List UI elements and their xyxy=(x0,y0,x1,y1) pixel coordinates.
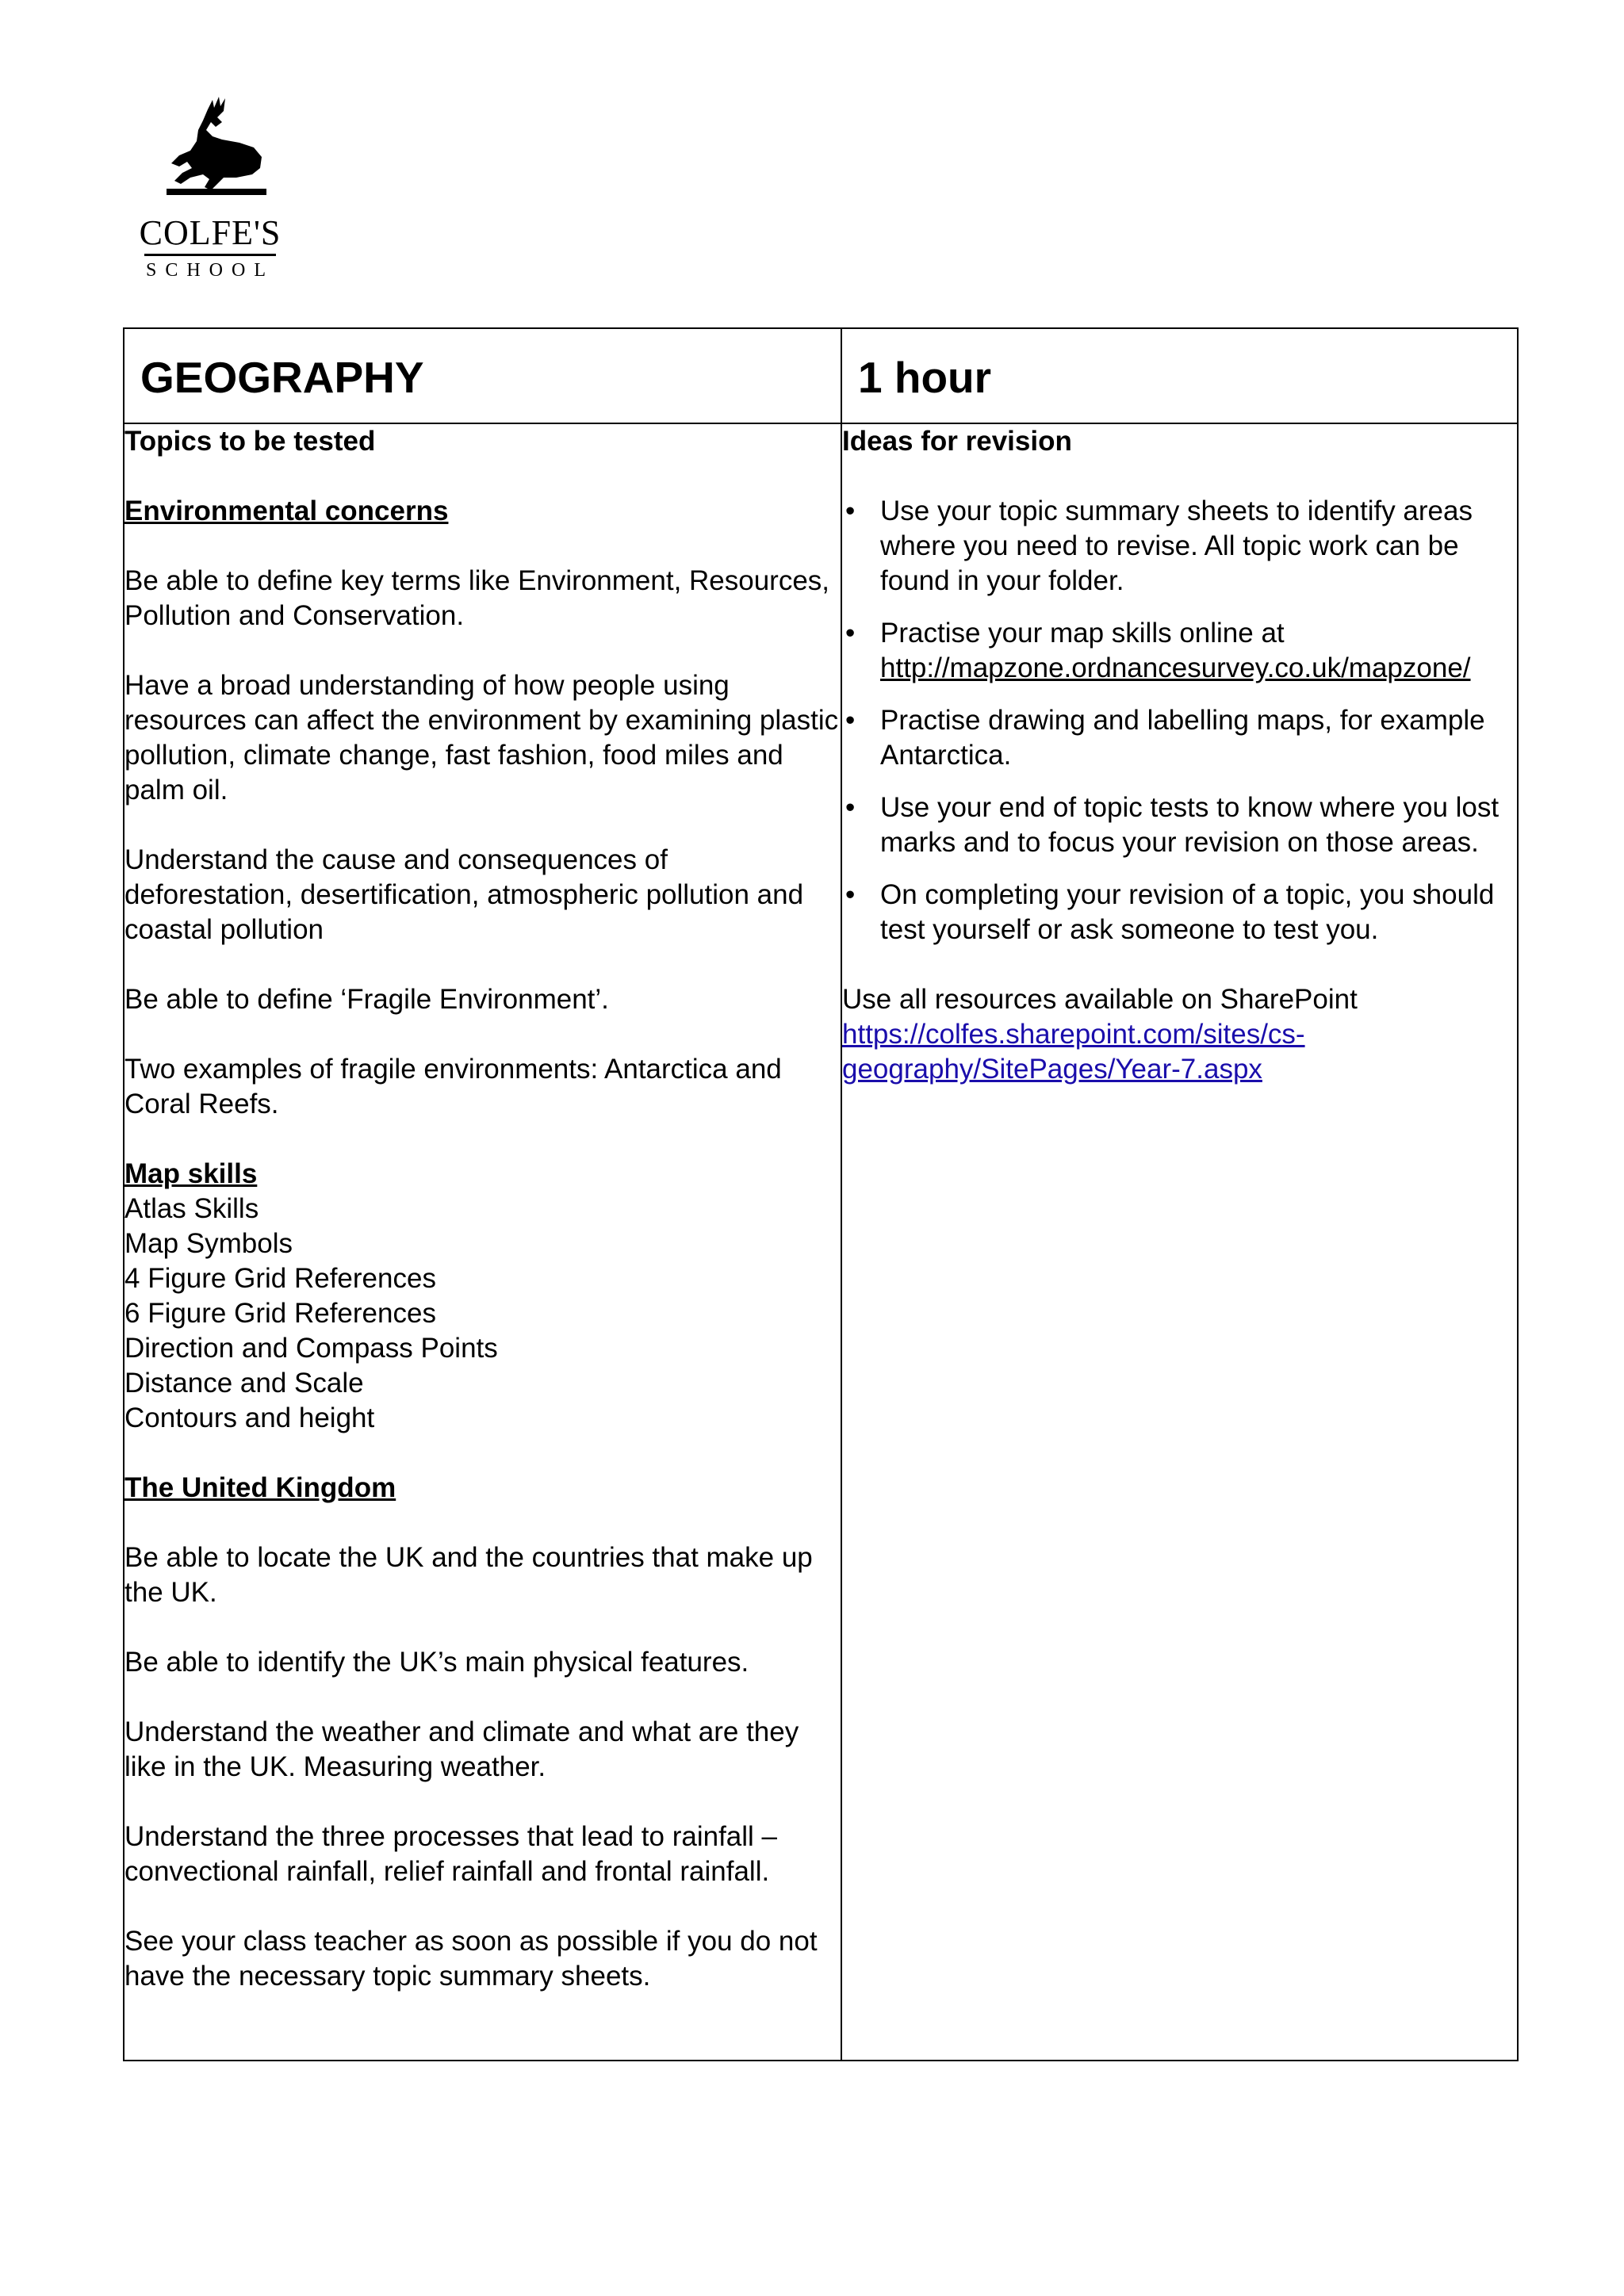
bullet-icon: • xyxy=(845,705,856,736)
bullet-icon: • xyxy=(845,792,856,823)
map-skill-item: Contours and height xyxy=(124,1402,375,1433)
mapzone-link[interactable]: http://mapzone.ordnancesurvey.co.uk/mapzone/ xyxy=(880,652,1471,683)
topic-paragraph: Understand the weather and climate and what are they like in the UK. Measuring weather. xyxy=(124,1716,799,1782)
map-skill-item: Distance and Scale xyxy=(124,1368,364,1399)
revision-ideas-cell xyxy=(841,423,1518,2061)
united-kingdom-heading: The United Kingdom xyxy=(124,1472,396,1503)
bullet-icon: • xyxy=(845,879,856,910)
map-skill-item: 6 Figure Grid References xyxy=(124,1298,436,1329)
topic-paragraph: Have a broad understanding of how people using resources can affect the environment by examining plastic pollution, climate change, fast fashion, food miles and palm oil. xyxy=(124,670,839,806)
bullet-icon: • xyxy=(845,618,856,649)
subject-title: GEOGRAPHY xyxy=(140,353,424,402)
map-skills-heading: Map skills xyxy=(124,1158,258,1189)
revision-idea-text: Use your end of topic tests to know where you lost marks and to focus your revision on those areas. xyxy=(880,792,1500,858)
environmental-concerns-heading: Environmental concerns xyxy=(124,496,449,526)
revision-idea-item xyxy=(842,878,1517,947)
bullet-icon: • xyxy=(845,496,856,526)
sharepoint-text: Use all resources available on SharePoint xyxy=(842,984,1358,1015)
revision-idea-text: Use your topic summary sheets to identify areas where you need to revise. All topic work can be found in your folder. xyxy=(880,496,1473,596)
topic-paragraph: Be able to identify the UK’s main physical features. xyxy=(124,1647,749,1678)
map-skill-item: 4 Figure Grid References xyxy=(124,1263,436,1294)
revision-idea-text: Practise your map skills online at xyxy=(880,618,1285,649)
revision-idea-text: Practise drawing and labelling maps, for example Antarctica. xyxy=(880,705,1485,771)
logo-divider xyxy=(144,254,276,256)
topic-paragraph: Two examples of fragile environments: Antarctica and Coral Reefs. xyxy=(124,1054,782,1119)
sharepoint-link[interactable]: https://colfes.sharepoint.com/sites/cs-geography/SitePages/Year-7.aspx xyxy=(842,1019,1305,1085)
revision-idea-text: On completing your revision of a topic, you should test yourself or ask someone to test you. xyxy=(880,879,1495,945)
map-skill-item: Map Symbols xyxy=(124,1228,293,1259)
revision-table xyxy=(123,327,1519,2061)
revision-idea-item xyxy=(842,790,1517,860)
topic-paragraph: See your class teacher as soon as possible if you do not have the necessary topic summary sheets. xyxy=(124,1926,818,1992)
topic-paragraph: Understand the cause and consequences of deforestation, desertification, atmospheric pollution and coastal pollution xyxy=(124,844,804,945)
topics-title: Topics to be tested xyxy=(124,426,376,457)
map-skills-section xyxy=(124,1157,841,1436)
stag-emblem-icon xyxy=(135,95,293,206)
map-skill-item: Direction and Compass Points xyxy=(124,1333,498,1364)
topic-paragraph: Be able to locate the UK and the countries that make up the UK. xyxy=(124,1542,813,1608)
topic-paragraph: Be able to define ‘Fragile Environment’. xyxy=(124,984,609,1015)
subject-header-cell xyxy=(124,328,841,423)
revision-idea-item xyxy=(842,616,1517,686)
revision-ideas-title: Ideas for revision xyxy=(842,426,1072,457)
revision-idea-item xyxy=(842,494,1517,599)
topics-cell xyxy=(124,423,841,2061)
revision-ideas-list xyxy=(842,494,1517,947)
revision-idea-item xyxy=(842,703,1517,773)
logo-school-name: COLFE'S xyxy=(139,213,282,252)
topic-paragraph: Be able to define key terms like Environment, Resources, Pollution and Conservation. xyxy=(124,565,830,631)
topic-paragraph: Understand the three processes that lead to rainfall – convectional rainfall, relief rainfall and frontal rainfall. xyxy=(124,1821,777,1887)
map-skill-item: Atlas Skills xyxy=(124,1193,259,1224)
exam-duration: 1 hour xyxy=(858,353,992,402)
logo-school-subtitle: SCHOOL xyxy=(145,260,274,281)
duration-header-cell xyxy=(841,328,1518,423)
school-logo xyxy=(135,95,293,285)
